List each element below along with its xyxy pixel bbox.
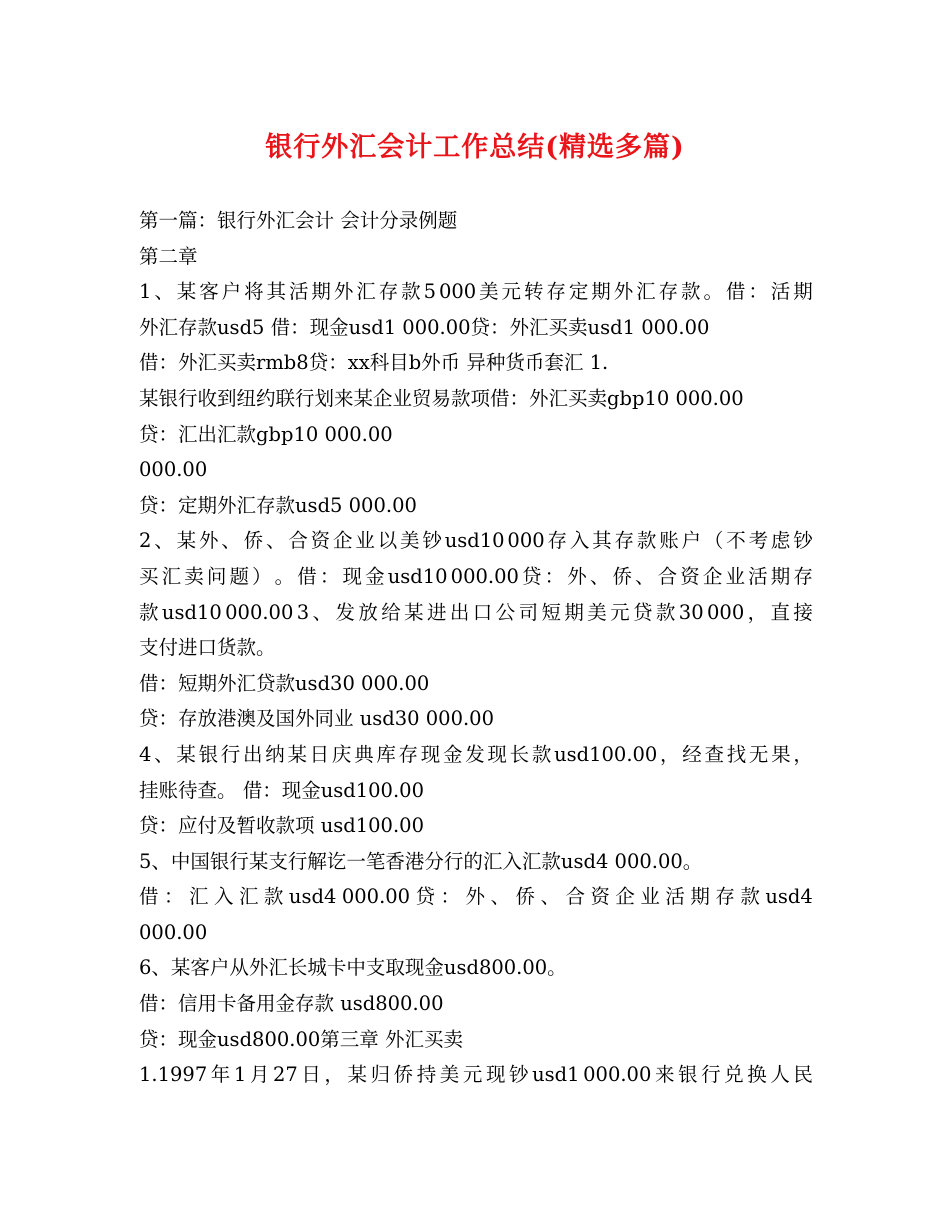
body-line: 2 、 某 外 、 侨 、 合 资 企 业 以 美 钞 usd10 000 存 入 其 存 款 账 户 （ 不 考 虑 钞 xyxy=(139,529,813,553)
body-line: 第一篇：银行外汇会计 会计分录例题 xyxy=(139,209,458,232)
body-line: 6、某客户从外汇长城卡中支取现金usd800.00。 xyxy=(139,956,567,980)
body-line: 款 usd10 000.00 3 、 发 放 给 某 进 出 口 公 司 短 期 美 元 贷 款 30 000 ， 直 接 xyxy=(139,600,813,624)
body-line: 挂账待查。 借：现金usd100.00 xyxy=(139,778,424,802)
body-line: 借 ： 汇 入 汇 款 usd4 000.00 贷 ： 外 、 侨 、 合 资 企 业 活 期 存 款 usd4 xyxy=(139,885,813,909)
body-line: 第二章 xyxy=(139,244,198,268)
body-line: 某银行收到纽约联行划来某企业贸易款项借：外汇买卖gbp10 000.00 xyxy=(139,386,744,410)
document-body xyxy=(139,203,813,1093)
body-line: 贷：汇出汇款gbp10 000.00 xyxy=(139,422,393,446)
body-line: 买 汇 卖 问 题 ） 。 借 ： 现 金 usd10 000.00 贷 ： 外 、 侨 、 合 资 企 业 活 期 存 xyxy=(139,564,813,588)
body-line: 借：信用卡备用金存款 usd800.00 xyxy=(139,992,444,1016)
body-line: 5、中国银行某支行解讫一笔香港分行的汇入汇款usd4 000.00。 xyxy=(139,849,703,873)
body-line: 1.1997 年 1 月 27 日 ， 某 归 侨 持 美 元 现 钞 usd1 000.00 来 银 行 兑 换 人 民 xyxy=(139,1063,813,1087)
body-line: 借：外汇买卖rmb8贷：xx科目b外币 异种货币套汇 1. xyxy=(139,351,609,375)
body-line: 外汇存款usd5 借：现金usd1 000.00贷：外汇买卖usd1 000.00 xyxy=(139,315,710,339)
body-line: 贷：现金usd800.00第三章 外汇买卖 xyxy=(139,1027,463,1051)
body-line: 000.00 xyxy=(139,458,208,482)
body-line: 000.00 xyxy=(139,920,208,944)
document-title: 银行外汇会计工作总结(精选多篇) xyxy=(265,132,685,163)
body-line: 4 、 某 银 行 出 纳 某 日 庆 典 库 存 现 金 发 现 长 款 usd100.00 ， 经 查 找 无 果 ， xyxy=(139,742,813,766)
body-line: 1 、 某 客 户 将 其 活 期 外 汇 存 款 5 000 美 元 转 存 定 期 外 汇 存 款 。 借 ： 活 期 xyxy=(139,280,813,304)
body-line: 贷：定期外汇存款usd5 000.00 xyxy=(139,493,417,517)
body-line: 借：短期外汇贷款usd30 000.00 xyxy=(139,671,430,695)
body-line: 贷：存放港澳及国外同业 usd30 000.00 xyxy=(139,707,494,731)
body-line: 支付进口货款。 xyxy=(139,636,276,660)
body-line: 贷：应付及暂收款项 usd100.00 xyxy=(139,814,424,838)
